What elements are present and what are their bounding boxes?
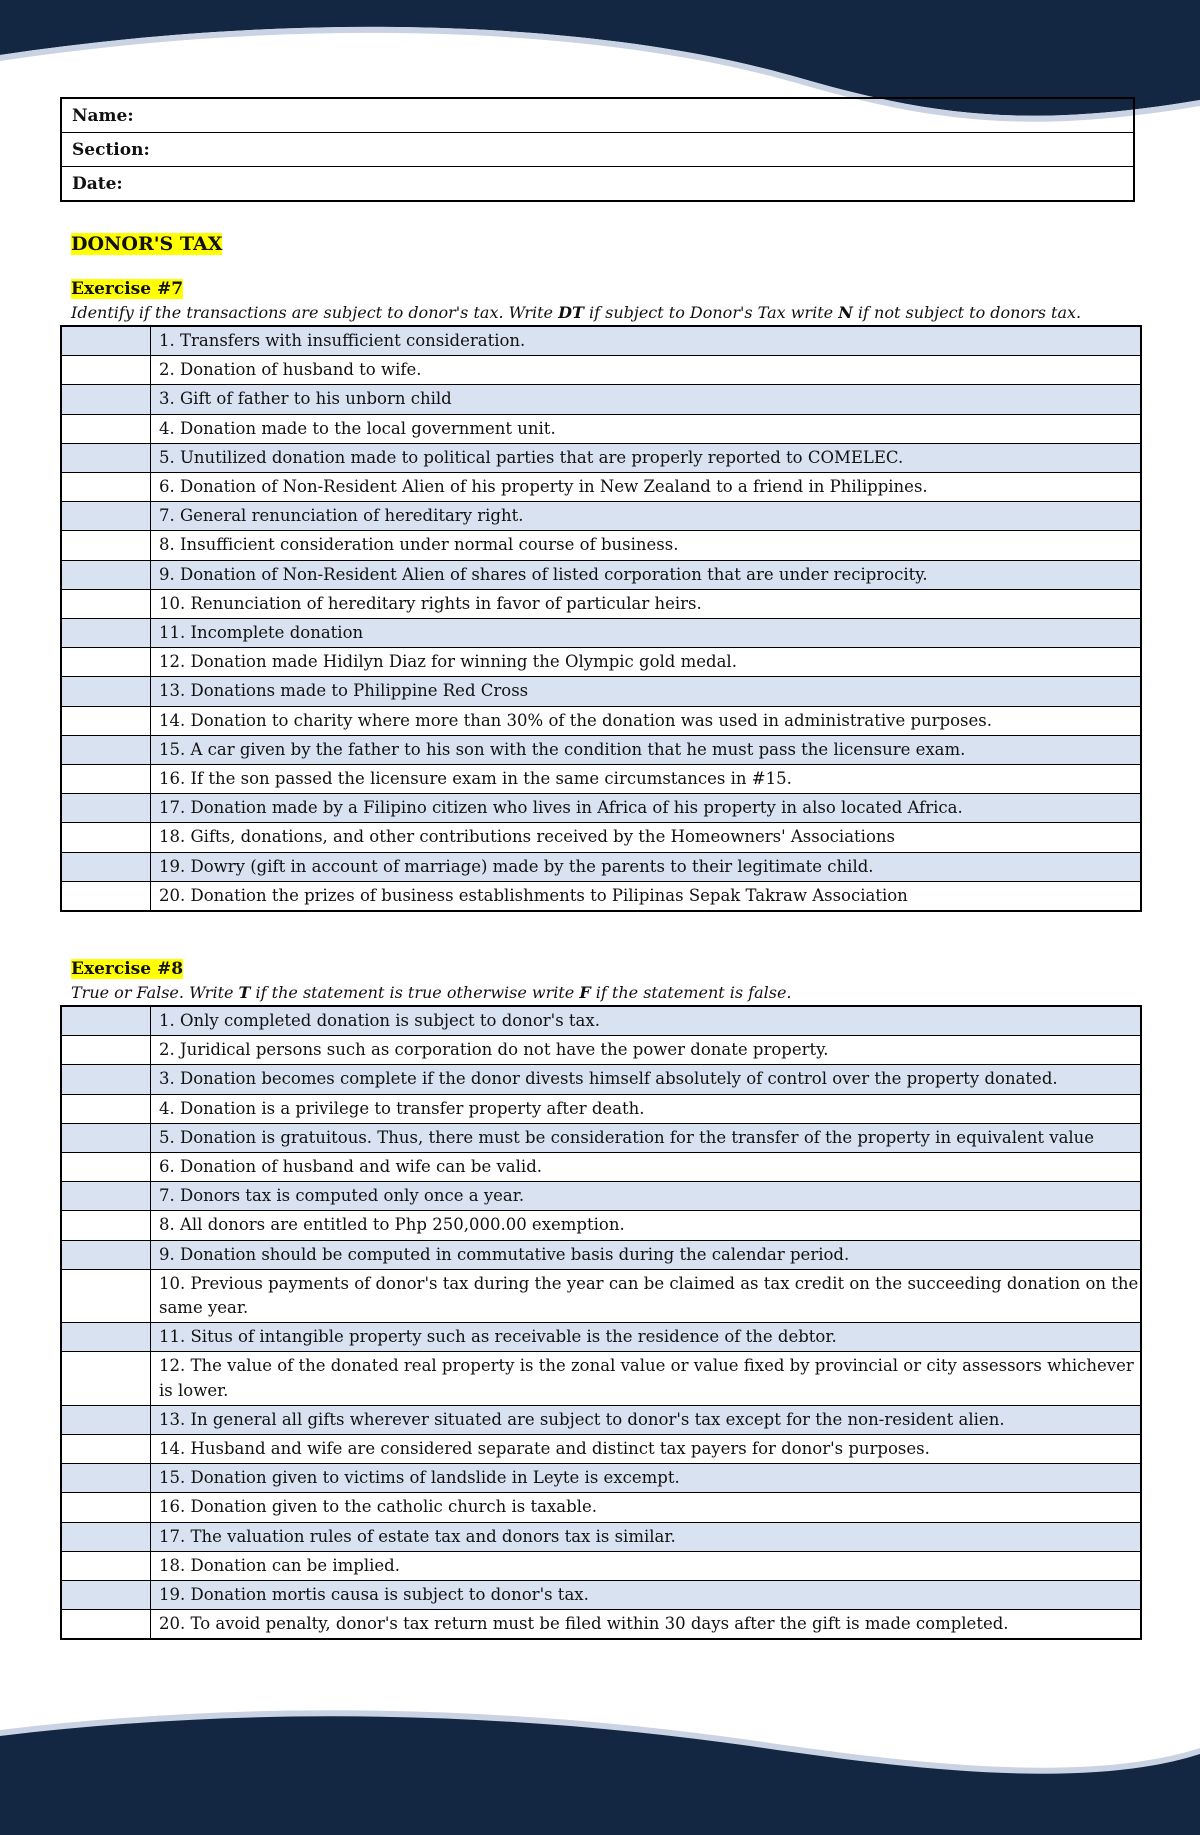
question-row bbox=[61, 1065, 1141, 1094]
question-row bbox=[61, 1551, 1141, 1580]
answer-cell[interactable] bbox=[61, 1123, 151, 1152]
exercise7-table bbox=[60, 325, 1142, 912]
answer-cell[interactable] bbox=[61, 560, 151, 589]
question-text: 13. Donations made to Philippine Red Cross bbox=[151, 677, 1142, 706]
answer-cell[interactable] bbox=[61, 1323, 151, 1352]
question-text: 8. Insufficient consideration under normal course of business. bbox=[151, 531, 1142, 560]
question-text: 3. Gift of father to his unborn child bbox=[151, 385, 1142, 414]
question-row bbox=[61, 502, 1141, 531]
question-text: 5. Unutilized donation made to political parties that are properly reported to COMELEC. bbox=[151, 443, 1142, 472]
question-text: 11. Situs of intangible property such as receivable is the residence of the debtor. bbox=[151, 1323, 1142, 1352]
name-field[interactable] bbox=[61, 98, 1134, 133]
answer-cell[interactable] bbox=[61, 852, 151, 881]
question-text: 8. All donors are entitled to Php 250,000.00 exemption. bbox=[151, 1211, 1142, 1240]
exercise7-instruction: Identify if the transactions are subject to donor's tax. Write DT if subject to Donor's Tax write N if not subject to donors tax. bbox=[71, 303, 1082, 322]
name-label: Name: bbox=[72, 105, 134, 126]
answer-cell[interactable] bbox=[61, 1551, 151, 1580]
question-row bbox=[61, 385, 1141, 414]
question-text: 7. Donors tax is computed only once a year. bbox=[151, 1182, 1142, 1211]
answer-cell[interactable] bbox=[61, 414, 151, 443]
question-row bbox=[61, 1269, 1141, 1322]
question-text: 16. Donation given to the catholic church is taxable. bbox=[151, 1493, 1142, 1522]
date-field[interactable] bbox=[61, 167, 1134, 202]
question-row bbox=[61, 1123, 1141, 1152]
question-text: 20. To avoid penalty, donor's tax return must be filed within 30 days after the gift is made completed. bbox=[151, 1610, 1142, 1640]
question-row bbox=[61, 1581, 1141, 1610]
question-row bbox=[61, 735, 1141, 764]
question-text: 18. Donation can be implied. bbox=[151, 1551, 1142, 1580]
question-text: 10. Previous payments of donor's tax during the year can be claimed as tax credit on the succeeding donation on the same year. bbox=[151, 1269, 1142, 1322]
answer-cell[interactable] bbox=[61, 356, 151, 385]
question-text: 6. Donation of Non-Resident Alien of his property in New Zealand to a friend in Philippines. bbox=[151, 473, 1142, 502]
question-text: 5. Donation is gratuitous. Thus, there must be consideration for the transfer of the property in equivalent value bbox=[151, 1123, 1142, 1152]
question-text: 1. Only completed donation is subject to donor's tax. bbox=[151, 1006, 1142, 1036]
answer-cell[interactable] bbox=[61, 1036, 151, 1065]
answer-cell[interactable] bbox=[61, 706, 151, 735]
question-row bbox=[61, 1522, 1141, 1551]
question-text: 17. Donation made by a Filipino citizen who lives in Africa of his property in also located Africa. bbox=[151, 794, 1142, 823]
question-text: 2. Juridical persons such as corporation do not have the power donate property. bbox=[151, 1036, 1142, 1065]
question-row bbox=[61, 356, 1141, 385]
question-row bbox=[61, 1352, 1141, 1405]
exercise8-instruction: True or False. Write T if the statement is true otherwise write F if the statement is false. bbox=[71, 983, 792, 1002]
question-text: 1. Transfers with insufficient consideration. bbox=[151, 326, 1142, 356]
question-text: 20. Donation the prizes of business establishments to Pilipinas Sepak Takraw Association bbox=[151, 881, 1142, 911]
question-row bbox=[61, 443, 1141, 472]
question-text: 4. Donation made to the local government unit. bbox=[151, 414, 1142, 443]
section-field[interactable] bbox=[61, 133, 1134, 167]
question-row bbox=[61, 1610, 1141, 1640]
question-row bbox=[61, 677, 1141, 706]
question-row bbox=[61, 560, 1141, 589]
question-text: 6. Donation of husband and wife can be valid. bbox=[151, 1153, 1142, 1182]
answer-cell[interactable] bbox=[61, 1153, 151, 1182]
answer-cell[interactable] bbox=[61, 1464, 151, 1493]
question-row bbox=[61, 414, 1141, 443]
answer-cell[interactable] bbox=[61, 326, 151, 356]
question-row bbox=[61, 706, 1141, 735]
question-row bbox=[61, 473, 1141, 502]
question-text: 13. In general all gifts wherever situated are subject to donor's tax except for the non-resident alien. bbox=[151, 1405, 1142, 1434]
question-text: 7. General renunciation of hereditary right. bbox=[151, 502, 1142, 531]
answer-cell[interactable] bbox=[61, 1405, 151, 1434]
answer-cell[interactable] bbox=[61, 1435, 151, 1464]
question-row bbox=[61, 1182, 1141, 1211]
student-info-form bbox=[60, 97, 1135, 202]
exercise7-title: Exercise #7 bbox=[71, 279, 184, 299]
question-row bbox=[61, 1405, 1141, 1434]
question-row bbox=[61, 881, 1141, 911]
question-row bbox=[61, 1493, 1141, 1522]
exercise8-title: Exercise #8 bbox=[71, 959, 184, 979]
question-row bbox=[61, 589, 1141, 618]
question-text: 14. Husband and wife are considered separate and distinct tax payers for donor's purposes. bbox=[151, 1435, 1142, 1464]
answer-cell[interactable] bbox=[61, 1352, 151, 1405]
answer-cell[interactable] bbox=[61, 589, 151, 618]
section-label: Section: bbox=[72, 139, 150, 160]
exercise8-table bbox=[60, 1005, 1142, 1640]
answer-cell[interactable] bbox=[61, 502, 151, 531]
question-text: 9. Donation should be computed in commutative basis during the calendar period. bbox=[151, 1240, 1142, 1269]
answer-cell[interactable] bbox=[61, 1211, 151, 1240]
answer-cell[interactable] bbox=[61, 1493, 151, 1522]
question-text: 19. Dowry (gift in account of marriage) made by the parents to their legitimate child. bbox=[151, 852, 1142, 881]
answer-cell[interactable] bbox=[61, 1269, 151, 1322]
answer-cell[interactable] bbox=[61, 473, 151, 502]
question-row bbox=[61, 1036, 1141, 1065]
answer-cell[interactable] bbox=[61, 531, 151, 560]
answer-cell[interactable] bbox=[61, 385, 151, 414]
question-text: 10. Renunciation of hereditary rights in favor of particular heirs. bbox=[151, 589, 1142, 618]
date-label: Date: bbox=[72, 173, 123, 194]
question-text: 12. Donation made Hidilyn Diaz for winning the Olympic gold medal. bbox=[151, 648, 1142, 677]
answer-cell[interactable] bbox=[61, 677, 151, 706]
question-row bbox=[61, 1006, 1141, 1036]
question-text: 4. Donation is a privilege to transfer property after death. bbox=[151, 1094, 1142, 1123]
question-row bbox=[61, 531, 1141, 560]
bottom-wave-decoration bbox=[0, 1700, 1200, 1835]
question-row bbox=[61, 326, 1141, 356]
answer-cell[interactable] bbox=[61, 881, 151, 911]
question-row bbox=[61, 648, 1141, 677]
question-text: 15. Donation given to victims of landslide in Leyte is excempt. bbox=[151, 1464, 1142, 1493]
answer-cell[interactable] bbox=[61, 1065, 151, 1094]
question-text: 12. The value of the donated real property is the zonal value or value fixed by provincial or city assessors whichever is lower. bbox=[151, 1352, 1142, 1405]
answer-cell[interactable] bbox=[61, 1182, 151, 1211]
document-title: DONOR'S TAX bbox=[71, 233, 223, 255]
answer-cell[interactable] bbox=[61, 1240, 151, 1269]
question-text: 2. Donation of husband to wife. bbox=[151, 356, 1142, 385]
question-row bbox=[61, 1464, 1141, 1493]
question-row bbox=[61, 619, 1141, 648]
question-row bbox=[61, 852, 1141, 881]
question-text: 14. Donation to charity where more than 30% of the donation was used in administrative purposes. bbox=[151, 706, 1142, 735]
answer-cell[interactable] bbox=[61, 619, 151, 648]
question-text: 17. The valuation rules of estate tax and donors tax is similar. bbox=[151, 1522, 1142, 1551]
answer-cell[interactable] bbox=[61, 1522, 151, 1551]
answer-cell[interactable] bbox=[61, 648, 151, 677]
question-row bbox=[61, 1435, 1141, 1464]
question-text: 18. Gifts, donations, and other contributions received by the Homeowners' Associations bbox=[151, 823, 1142, 852]
answer-cell[interactable] bbox=[61, 1094, 151, 1123]
question-row bbox=[61, 1153, 1141, 1182]
answer-cell[interactable] bbox=[61, 794, 151, 823]
question-row bbox=[61, 765, 1141, 794]
question-row bbox=[61, 1323, 1141, 1352]
question-text: 19. Donation mortis causa is subject to donor's tax. bbox=[151, 1581, 1142, 1610]
question-row bbox=[61, 1094, 1141, 1123]
answer-cell[interactable] bbox=[61, 765, 151, 794]
answer-cell[interactable] bbox=[61, 1610, 151, 1640]
question-text: 16. If the son passed the licensure exam in the same circumstances in #15. bbox=[151, 765, 1142, 794]
question-text: 15. A car given by the father to his son with the condition that he must pass the licensure exam. bbox=[151, 735, 1142, 764]
answer-cell[interactable] bbox=[61, 1581, 151, 1610]
question-row bbox=[61, 1211, 1141, 1240]
answer-cell[interactable] bbox=[61, 1006, 151, 1036]
question-row bbox=[61, 794, 1141, 823]
answer-cell[interactable] bbox=[61, 735, 151, 764]
question-row bbox=[61, 1240, 1141, 1269]
answer-cell[interactable] bbox=[61, 443, 151, 472]
question-text: 11. Incomplete donation bbox=[151, 619, 1142, 648]
question-row bbox=[61, 823, 1141, 852]
question-text: 9. Donation of Non-Resident Alien of shares of listed corporation that are under reciprocity. bbox=[151, 560, 1142, 589]
question-text: 3. Donation becomes complete if the donor divests himself absolutely of control over the property donated. bbox=[151, 1065, 1142, 1094]
answer-cell[interactable] bbox=[61, 823, 151, 852]
